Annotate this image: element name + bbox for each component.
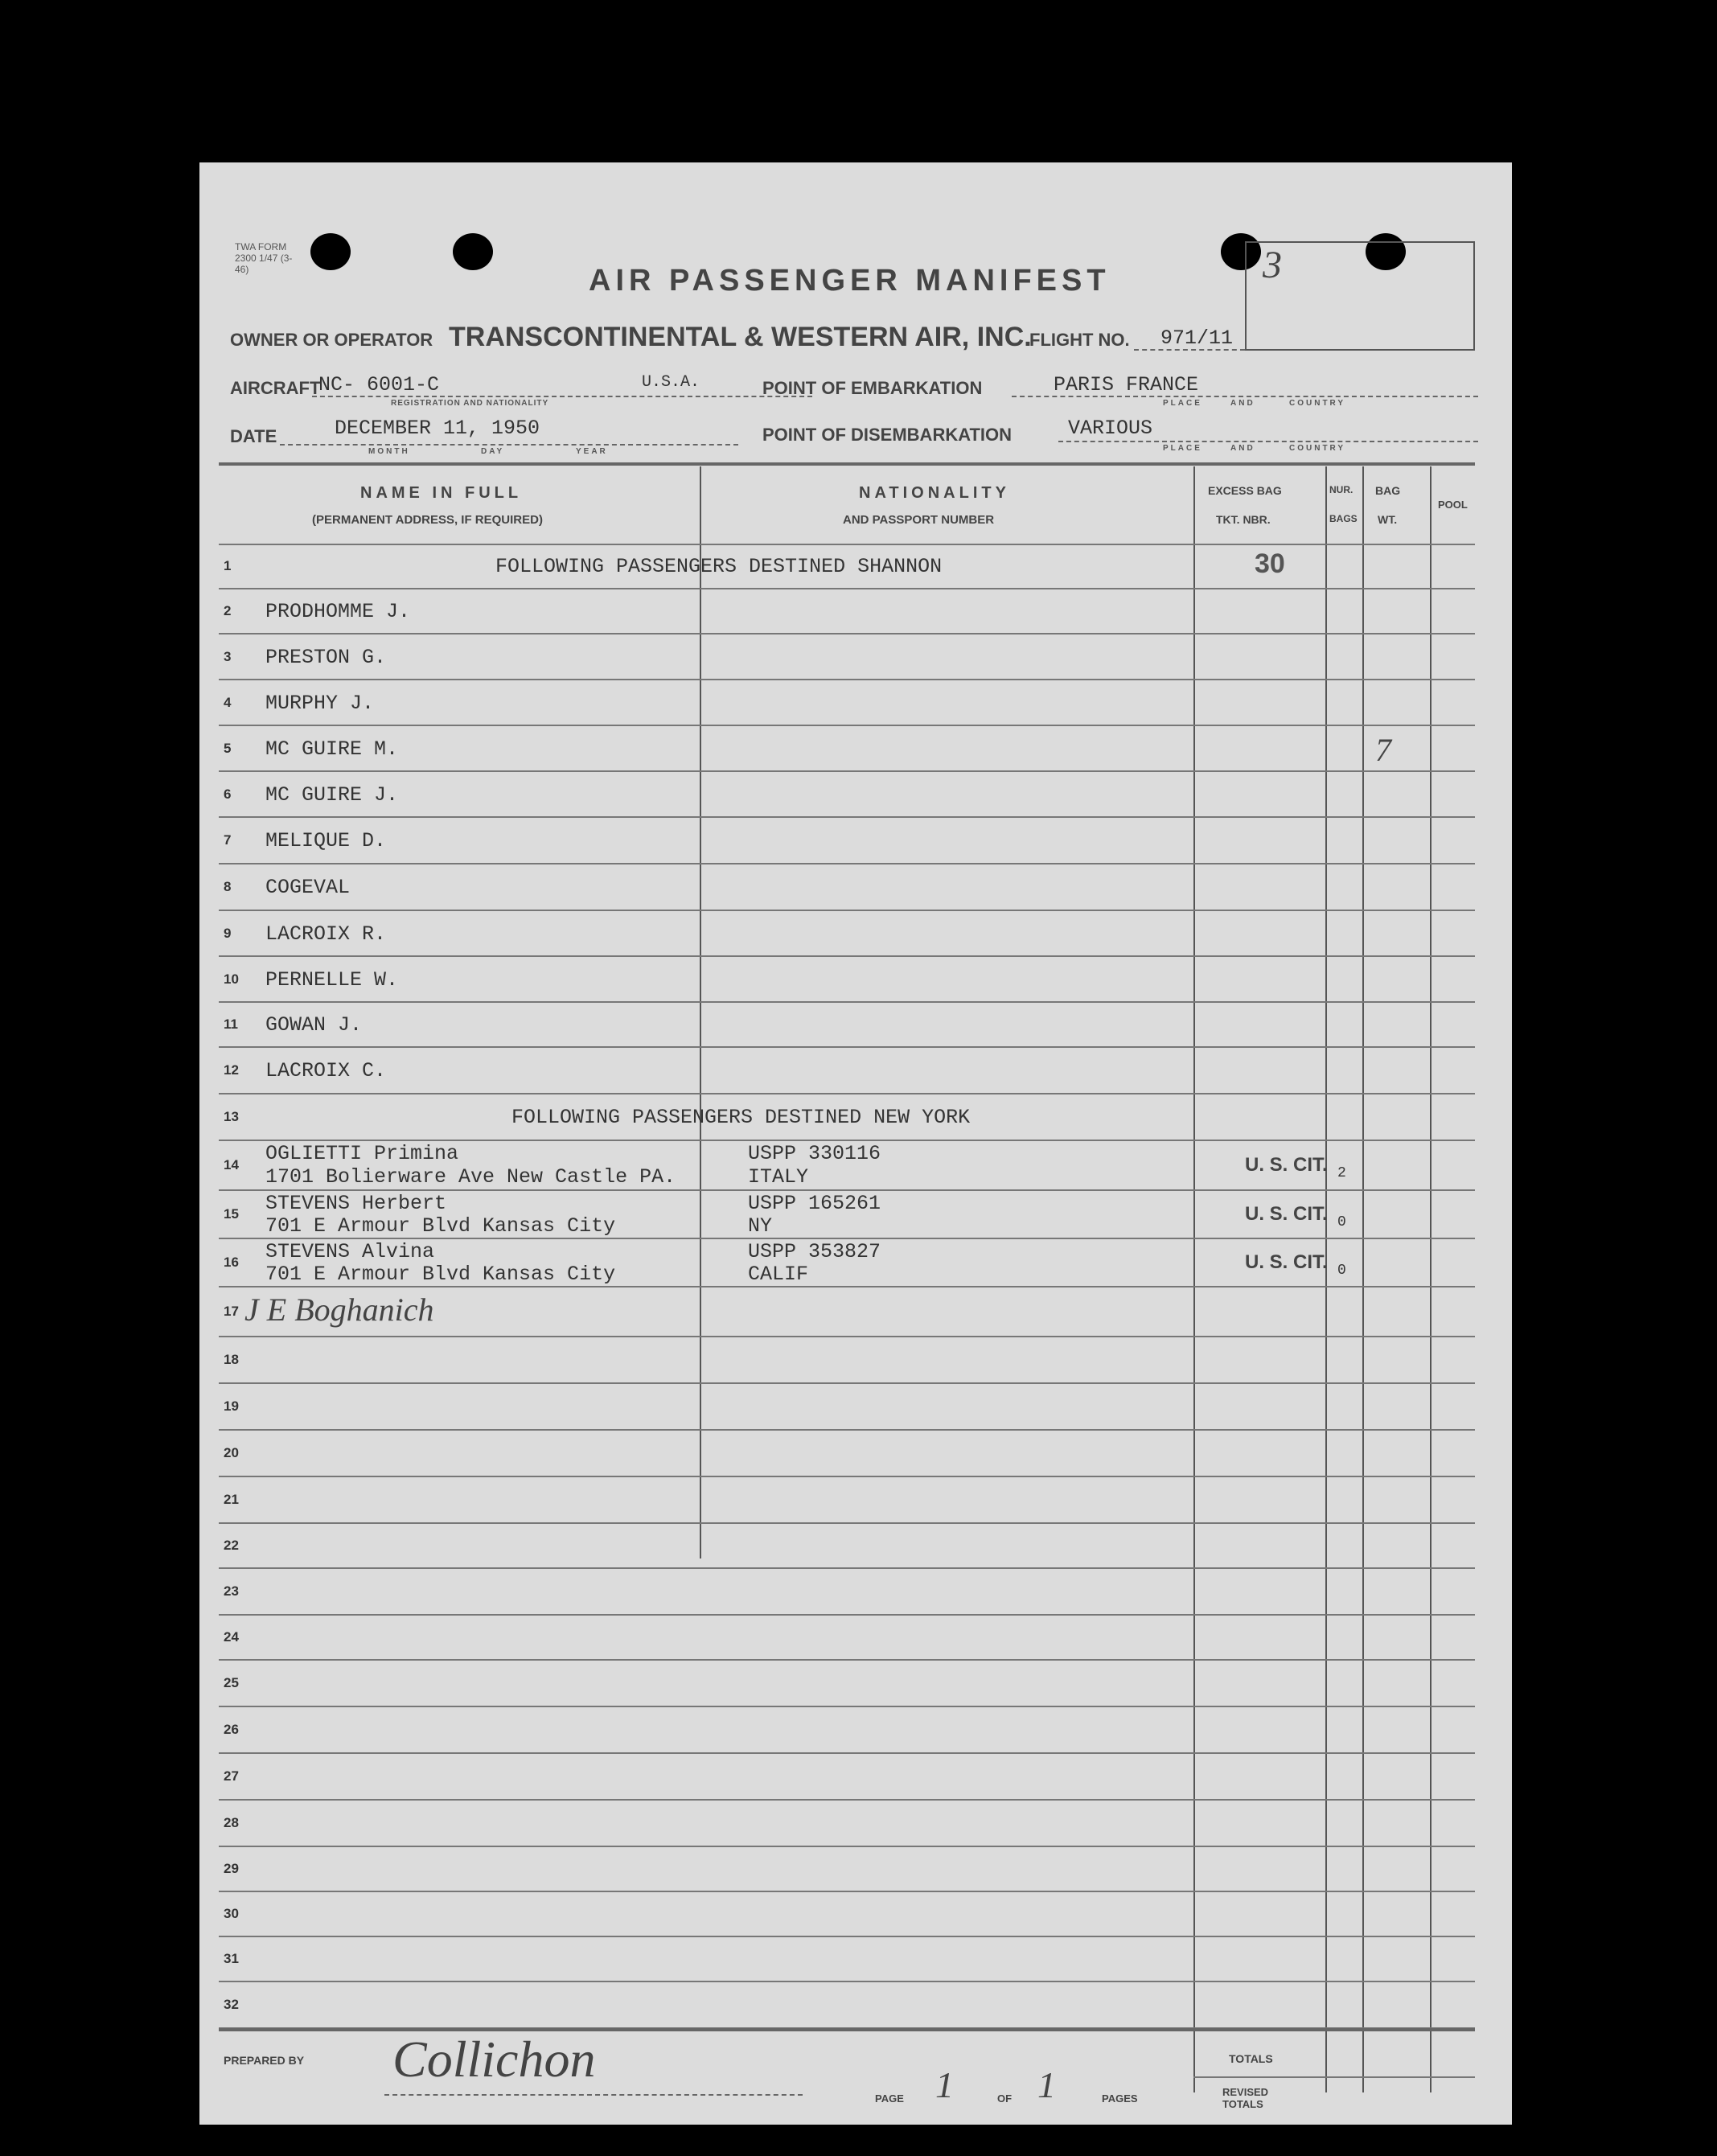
- owner-value: TRANSCONTINENTAL & WESTERN AIR, INC.: [449, 322, 1032, 352]
- passenger-name: PRESTON G.: [265, 645, 387, 669]
- col-header-excess: EXCESS BAG: [1208, 484, 1282, 497]
- table-row: [199, 1094, 1512, 1140]
- row-number: 29: [224, 1861, 239, 1876]
- prepared-by-signature: Collichon: [392, 2031, 596, 2088]
- passenger-name: STEVENS Alvina: [265, 1240, 435, 1263]
- row-number: 28: [224, 1815, 239, 1830]
- table-row: [199, 864, 1512, 910]
- owner-label: OWNER OR OPERATOR: [230, 330, 433, 350]
- date-caption-day: DAY: [481, 447, 505, 456]
- revised-totals-label: REVISED TOTALS: [1222, 2086, 1269, 2110]
- pages-label: PAGES: [1102, 2092, 1138, 2105]
- bag-count: 2: [1337, 1165, 1346, 1181]
- nationality: CALIF: [748, 1263, 809, 1286]
- row-number: 26: [224, 1722, 239, 1737]
- date-value: DECEMBER 11, 1950: [335, 417, 540, 440]
- aircraft-label: AIRCRAFT: [230, 378, 321, 398]
- passenger-address: 1701 Bolierware Ave New Castle PA.: [265, 1165, 676, 1189]
- row-number: 9: [224, 925, 232, 941]
- passenger-name: STEVENS Herbert: [265, 1192, 447, 1215]
- nationality: ITALY: [748, 1165, 809, 1189]
- table-row: [199, 1568, 1512, 1615]
- row-number: 3: [224, 648, 232, 664]
- passenger-name: PRODHOMME J.: [265, 600, 411, 623]
- row-number: 12: [224, 1062, 239, 1078]
- col-header-name: NAME IN FULL: [360, 484, 523, 502]
- col-header-excess-sub: TKT. NBR.: [1216, 513, 1271, 526]
- table-row: [199, 1140, 1512, 1190]
- underline: [312, 396, 812, 397]
- section-heading: FOLLOWING PASSENGERS DESTINED SHANNON: [495, 555, 943, 578]
- col-header-nationality: NATIONALITY: [859, 484, 1010, 502]
- table-row: [199, 1190, 1512, 1238]
- embarkation-value: PARIS FRANCE: [1054, 373, 1199, 396]
- underline: [384, 2094, 803, 2096]
- page-value: 1: [935, 2064, 954, 2105]
- row-number: 15: [224, 1206, 239, 1222]
- passenger-address: 701 E Armour Blvd Kansas City: [265, 1263, 616, 1286]
- table-row: [199, 1238, 1512, 1287]
- embarkation-label: POINT OF EMBARKATION: [762, 378, 983, 398]
- row-number: 27: [224, 1768, 239, 1784]
- manifest-page: [199, 162, 1512, 2125]
- passenger-name: PERNELLE W.: [265, 967, 399, 992]
- row-number: 8: [224, 879, 232, 894]
- table-row: [199, 771, 1512, 817]
- table-row: [199, 1981, 1512, 2028]
- table-row: [199, 1660, 1512, 1706]
- passenger-name: MELIQUE D.: [265, 829, 387, 852]
- passenger-name: LACROIX C.: [265, 1059, 387, 1082]
- handwritten-note: J E Boghanich: [244, 1292, 434, 1328]
- embarkation-caption-country: COUNTRY: [1289, 399, 1346, 408]
- flight-label: FLIGHT NO.: [1029, 330, 1130, 350]
- embarkation-caption-place: PLACE: [1163, 399, 1202, 408]
- table-row: [199, 1523, 1512, 1568]
- row-number: 2: [224, 603, 232, 618]
- passport-number: USPP 165261: [748, 1192, 881, 1215]
- date-caption-month: MONTH: [368, 447, 410, 456]
- table-row: [199, 725, 1512, 771]
- page-label: PAGE: [875, 2092, 904, 2105]
- citizenship-stamp: U. S. CIT.: [1245, 1251, 1328, 1273]
- disembarkation-label: POINT OF DISEMBARKATION: [762, 425, 1013, 445]
- table-row: [199, 634, 1512, 680]
- table-row: [199, 1936, 1512, 1981]
- row-number: 10: [224, 971, 239, 987]
- underline: [1058, 441, 1478, 442]
- table-row: [199, 956, 1512, 1002]
- row-number: 20: [224, 1445, 239, 1460]
- table-row: [199, 1846, 1512, 1891]
- row-number: 1: [224, 558, 232, 573]
- page-number-handwritten: 3: [1263, 244, 1282, 286]
- table-row: [199, 544, 1512, 589]
- row-number: 4: [224, 694, 232, 710]
- passenger-name: MC GUIRE J.: [265, 782, 399, 807]
- table-row: [199, 1615, 1512, 1660]
- row-number: 32: [224, 1997, 239, 2012]
- passenger-name: GOWAN J.: [265, 1013, 363, 1037]
- row-number: 18: [224, 1352, 239, 1367]
- row-number: 21: [224, 1492, 239, 1507]
- aircraft-value: NC- 6001-C: [318, 373, 440, 396]
- disembarkation-caption-and: AND: [1230, 444, 1255, 453]
- flight-value: 971/11: [1160, 326, 1234, 350]
- table-row: [199, 1047, 1512, 1094]
- table-row: [199, 817, 1512, 864]
- passenger-name: COGEVAL: [265, 876, 351, 899]
- row-number: 23: [224, 1583, 239, 1599]
- table-row: [199, 910, 1512, 956]
- bag-weight: 7: [1375, 731, 1391, 768]
- prepared-by-label: PREPARED BY: [224, 2054, 305, 2067]
- passenger-name: LACROIX R.: [265, 922, 387, 946]
- row-number: 22: [224, 1538, 239, 1553]
- table-row: [199, 589, 1512, 634]
- totals-label: TOTALS: [1229, 2052, 1273, 2065]
- aircraft-nationality: U.S.A.: [642, 373, 700, 392]
- row-number: 24: [224, 1629, 239, 1645]
- punch-hole: [453, 233, 493, 270]
- disembarkation-caption-place: PLACE: [1163, 444, 1202, 453]
- table-row: [199, 1753, 1512, 1800]
- table-top-rule: [219, 462, 1475, 466]
- row-number: 11: [224, 1016, 238, 1032]
- underline: [280, 444, 738, 446]
- table-row: [199, 1383, 1512, 1430]
- col-header-bag: BAG: [1375, 484, 1401, 497]
- table-row: [199, 1476, 1512, 1523]
- table-row: [199, 1800, 1512, 1846]
- table-row: [199, 1430, 1512, 1476]
- section-heading: FOLLOWING PASSENGERS DESTINED NEW YORK: [511, 1106, 971, 1129]
- nationality: NY: [748, 1214, 773, 1238]
- passenger-name: OGLIETTI Primina: [265, 1142, 459, 1165]
- table-row: [199, 1706, 1512, 1753]
- passport-number: USPP 330116: [748, 1142, 881, 1165]
- row-number: 19: [224, 1398, 239, 1414]
- table-row: [199, 1287, 1512, 1337]
- of-value: 1: [1037, 2064, 1056, 2105]
- passenger-name: MURPHY J.: [265, 691, 375, 715]
- col-header-bag-sub: WT.: [1378, 513, 1398, 526]
- of-label: OF: [997, 2092, 1013, 2105]
- row-number: 17: [224, 1304, 239, 1319]
- punch-hole: [310, 233, 351, 270]
- row-number: 5: [224, 740, 232, 756]
- row-number: 7: [224, 832, 232, 848]
- disembarkation-value: VARIOUS: [1068, 417, 1153, 440]
- table-row: [199, 1891, 1512, 1936]
- row-number: 13: [224, 1109, 239, 1124]
- disembarkation-caption-country: COUNTRY: [1289, 444, 1346, 453]
- row-number: 31: [224, 1951, 239, 1966]
- totals-rule: [1193, 2076, 1475, 2078]
- col-header-bags-sub: BAGS: [1329, 513, 1358, 524]
- manifest-title: AIR PASSENGER MANIFEST: [589, 264, 1111, 298]
- table-row: [199, 680, 1512, 725]
- col-header-pool: POOL: [1438, 499, 1468, 511]
- table-row: [199, 1002, 1512, 1047]
- form-code: TWA FORM 2300 1/47 (3-46): [235, 241, 293, 275]
- excess-bag-ticket: 30: [1255, 548, 1285, 579]
- bag-count: 0: [1337, 1263, 1346, 1279]
- passenger-address: 701 E Armour Blvd Kansas City: [265, 1214, 616, 1238]
- bag-count: 0: [1337, 1214, 1346, 1230]
- col-header-bags: NUR.: [1329, 484, 1353, 495]
- row-number: 6: [224, 786, 232, 802]
- citizenship-stamp: U. S. CIT.: [1245, 1154, 1328, 1176]
- col-header-name-sub: (PERMANENT ADDRESS, IF REQUIRED): [312, 513, 543, 527]
- page-number-box: [1245, 241, 1475, 351]
- underline: [1012, 396, 1478, 397]
- table-row: [199, 1337, 1512, 1383]
- date-label: DATE: [230, 426, 277, 446]
- date-caption-year: YEAR: [576, 447, 608, 456]
- passport-number: USPP 353827: [748, 1240, 881, 1263]
- row-number: 30: [224, 1906, 239, 1921]
- underline: [1134, 349, 1245, 351]
- col-header-nationality-sub: AND PASSPORT NUMBER: [843, 513, 995, 527]
- row-number: 25: [224, 1675, 239, 1690]
- citizenship-stamp: U. S. CIT.: [1245, 1203, 1328, 1225]
- registration-caption: REGISTRATION AND NATIONALITY: [391, 399, 549, 408]
- embarkation-caption-and: AND: [1230, 399, 1255, 408]
- passenger-name: MC GUIRE M.: [265, 737, 399, 761]
- row-number: 14: [224, 1157, 239, 1172]
- row-number: 16: [224, 1255, 239, 1270]
